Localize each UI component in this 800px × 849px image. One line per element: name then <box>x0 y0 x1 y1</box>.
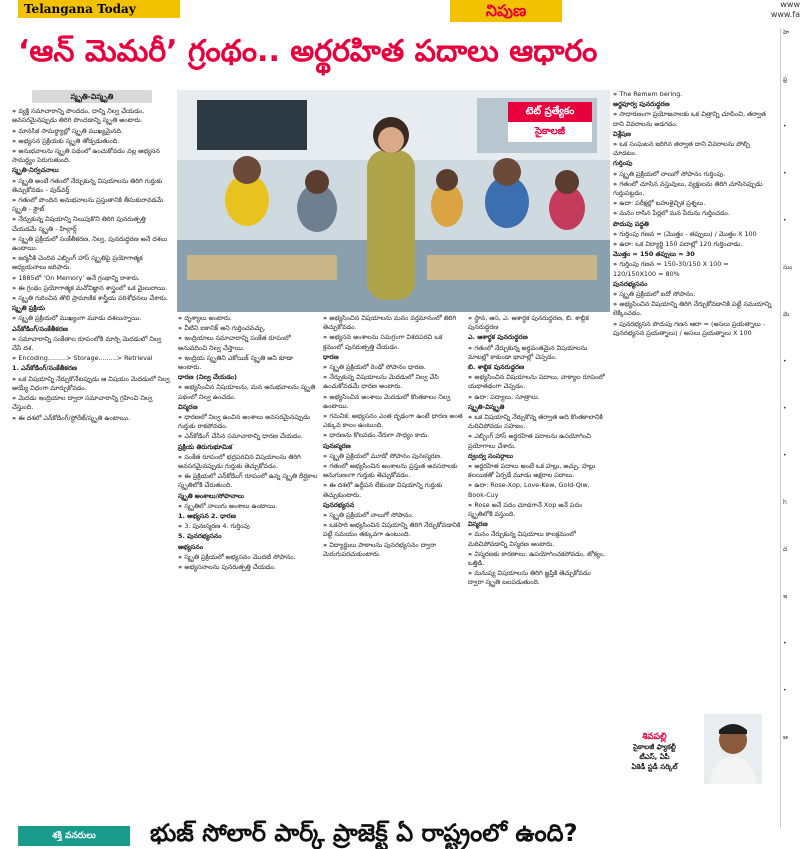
author-info <box>612 732 697 772</box>
right-paragraph: అర్థపూర్వ పునరుద్ధరణ <box>613 100 670 109</box>
middle3-paragraph: » విస్మరణకు కారణాలు: ఉపయోగించకపోవడం, జోక్యం, ఒత్తిడి. <box>468 550 608 568</box>
left-paragraph: » సమాచారాన్ని సంకేతాల రూపంలోకి మార్చి మెదడులో నిల్వ చేసే దశ. <box>12 335 172 353</box>
web-url-line1: www <box>780 0 800 9</box>
middle3-paragraph: » మనుష్య విషయాలను తిరిగి జ్ఞప్తికి తెచ్చుకోవడం ద్వారా స్మృతి బలపడుతుంది. <box>468 569 608 587</box>
right-strip-item: • <box>783 405 787 412</box>
right-paragraph: పునరభ్యసనం <box>613 279 648 288</box>
middle3-paragraph: » ఒక విషయాన్ని నేర్చుకొన్న తర్వాత అది కొంతకాలానికి మరిచిపోవడం సహజం. <box>468 413 608 431</box>
left-column <box>12 90 172 820</box>
middle3-paragraph: » స్థాన, ఆస, ఎ. ఆశార్థక పునరుద్ధరణ, బి. శాబ్దిక పునరుద్ధరణ <box>468 314 608 332</box>
middle1-paragraph: » ఇంద్రియాలు సమాచారాన్ని సంకేత రూపంలో అనువదించి నిల్వ చేస్తాయి. <box>178 334 318 352</box>
right-strip-item: • <box>783 170 787 177</box>
middle3-paragraph: » ఎబ్బింగ్ హాస్ అర్థరహిత పదాలను ఉపయోగించి ప్రయోగాలు చేశారు. <box>468 432 608 450</box>
left-paragraph: » స్మృతి ప్రక్రియలో ముఖ్యంగా మూడు దశలున్నాయి. <box>12 314 172 323</box>
middle-column-1-paragraphs <box>178 314 318 572</box>
middle2-paragraph: » అభ్యసన అంశాలను సమగ్రంగా విశదపరచి ఒక క్రమంలో పునరుత్పత్తి చేయడం. <box>323 333 463 351</box>
middle3-paragraph: ఎ. ఆశార్థక పునరుద్ధరణ <box>468 333 528 342</box>
right-paragraph: » మనం రాసిన పేర్లలో మన పేరును గుర్తించడం. <box>613 209 773 218</box>
left-paragraphs <box>12 107 172 423</box>
middle3-paragraph: » ఉదా: పద్యాలు, సూత్రాలు. <box>468 393 608 402</box>
right-paragraph: పొదుపు పద్ధతి <box>613 219 649 228</box>
left-paragraph: » మానసిక సామర్థ్యాల్లో స్మృతి ముఖ్యమైనది. <box>12 127 172 136</box>
middle1-paragraph: స్మృతి అంశాలు/సోపానాలు <box>178 491 244 500</box>
middle1-paragraph: ధారణ (నిల్వ చేయడం) <box>178 373 237 382</box>
middle3-paragraph: ద్వంద్వ సంసర్గాలు <box>468 451 514 460</box>
right-strip-item: • <box>783 123 787 130</box>
author-photo <box>704 714 762 784</box>
left-paragraph: » ఈ దశలో ఎన్‌కోడింగ్/స్టోరేజ్/స్మృతి ఉంటాయి. <box>12 414 172 423</box>
web-url <box>771 0 800 20</box>
right-page-strip <box>780 28 800 828</box>
middle2-paragraph: » నేర్చుకున్న విషయాలను మెదడులో నిల్వ చేసి ఉంచుకోవడమే ధారణ అంటారు. <box>323 373 463 391</box>
middle2-paragraph: » స్మృతి ప్రక్రియలో రెండో సోపానం ధారణ. <box>323 363 463 372</box>
right-paragraph: గుర్తింపు <box>613 159 633 168</box>
middle2-paragraph: » ఈ దశలో ఉద్దీపన లేకుండా విషయాన్ని గుర్తుకు తెచ్చుకుంటారు. <box>323 481 463 499</box>
middle3-paragraph: » అర్థరహిత పదాలు అంటే ఒక హల్లు, అచ్చు, హల్లు కలయికతో ఏర్పడే మూడు అక్షరాల పదాలు. <box>468 462 608 480</box>
left-paragraph: » అభ్యసన ప్రక్రియకు స్మృతి తోడ్పడుతుంది. <box>12 137 172 146</box>
right-strip-item: హె <box>783 29 790 36</box>
right-paragraph: » సాధారణంగా ప్రయోజనాలకు ఒక చిత్రాన్ని చూపించి, తర్వాత దాని వివరాలను అడగడం. <box>613 110 773 128</box>
left-paragraph: » అనుభవాలను స్మృతి పథంలో ఉంచుకోవడం వల్ల అభ్యసన సామర్థ్యం పెరుగుతుంది. <box>12 147 172 165</box>
middle-column-3 <box>468 314 608 826</box>
right-paragraph: » గుర్తింపు గణన = 150-30/150 X 100 = 120/150X100 = 80% <box>613 260 773 278</box>
right-strip-item: సుం <box>783 264 793 271</box>
left-paragraph: » నేర్చుకున్న విషయాన్ని నిలుపుకొని తిరిగి పునరుత్పత్తి చేయడమే స్మృతి - హిల్గార్డ్ <box>12 215 172 233</box>
special-badge <box>508 102 592 144</box>
right-paragraph: విశ్లేషణ <box>613 129 631 138</box>
middle2-paragraph: పునరభ్యసన <box>323 500 355 509</box>
author-role1: సైకాలజీ ఫ్యాకల్టీ <box>633 743 676 751</box>
middle2-paragraph: » ఒకసారి అభ్యసించిన విషయాన్ని తిరిగి నేర్చుకోవడానికి పట్టే సమయం తక్కువగా ఉంటుంది. <box>323 521 463 539</box>
right-strip-item: • <box>783 217 787 224</box>
bottom-headline: భుజ్ సోలార్ పార్క్ ప్రాజెక్ట్ ఏ రాష్ట్రంలో ఉంది? <box>150 819 578 847</box>
right-strip-item: • <box>783 452 787 459</box>
author-box <box>612 712 764 812</box>
right-paragraph: » గతంలో చూసిన వస్తువులు, వ్యక్తులను తిరిగి చూసినప్పుడు గుర్తుపట్టడం. <box>613 180 773 198</box>
middle1-paragraph: 5. పునరభ్యసనం <box>178 532 222 541</box>
middle-column-2-paragraphs <box>323 314 463 559</box>
right-column-paragraphs <box>613 90 773 338</box>
middle3-paragraph: బి. శాబ్దిక పునరుద్ధరణ <box>468 363 525 372</box>
right-strip-item: • <box>783 687 787 694</box>
right-strip-items <box>783 28 800 742</box>
middle1-paragraph: » ఎన్‌కోడింగ్ చేసిన సమాచారాన్ని ధారణ చేయడం. <box>178 432 318 441</box>
middle2-paragraph: » ధారణను కొలవడం నేరుగా సాధ్యం కాదు. <box>323 431 463 440</box>
left-paragraph: » స్మృతి అంటే గతంలో నేర్చుకున్న విషయాలను తిరిగి గుర్తుకు తెచ్చుకోవడం - వుడ్‌వర్త్ <box>12 177 172 195</box>
middle1-paragraph: » ఈ ప్రక్రియలో ఎన్‌కోడింగ్ రూపంలో ఉన్న స్మృతి దీర్ఘకాల స్మృతిలోకి చేరుతుంది. <box>178 472 318 490</box>
right-strip-item: • <box>783 640 787 647</box>
right-strip-item: ఇ <box>783 593 788 600</box>
top-bar <box>0 0 800 22</box>
left-paragraph: » 1885లో ‘On Memory’ అనే గ్రంథాన్ని రాశారు. <box>12 274 172 283</box>
badge-line2: సైకాలజీ <box>508 122 592 142</box>
left-paragraph: స్మృతి ప్రక్రియ <box>12 304 45 313</box>
middle2-paragraph: ధారణ <box>323 352 339 361</box>
middle2-paragraph: » స్మృతి ప్రక్రియలో నాలుగో సోపానం. <box>323 511 463 520</box>
badge-line1: టెట్ ప్రత్యేకం <box>508 102 592 122</box>
article-title: ‘ఆన్ మెమరీ’ గ్రంథం.. అర్థరహిత పదాలు ఆధారం <box>18 34 598 69</box>
right-paragraph: » అభ్యసించిన విషయాన్ని తిరిగి నేర్చుకోవడానికి పట్టే సమయాన్ని లెక్కించడం. <box>613 300 773 318</box>
author-role3: ఏకెడీ స్టడీ సర్కిల్ <box>631 763 678 771</box>
right-strip-item: ఫ్ర <box>783 76 788 83</box>
middle3-paragraph: » ఉదా: Rose-Xop, Love-Kew, Gold-Qiw, Book-Cuy <box>468 481 608 499</box>
middle1-paragraph: » అభ్యసించిన విషయాలను, మన అనుభవాలను స్మృతి పథంలో నిల్వ ఉంచడం. <box>178 383 318 401</box>
middle3-paragraph: స్మృతి-విస్మృతి <box>468 402 505 411</box>
middle2-paragraph: పునఃస్మరణ <box>323 441 351 450</box>
right-column <box>613 90 773 740</box>
left-paragraph: 1. ఎన్‌కోడింగ్/సంకేతీకరణ <box>12 364 78 373</box>
middle1-paragraph: » స్మృతిలో నాలుగు అంశాలు ఉంటాయి. <box>178 502 318 511</box>
middle3-paragraph: » మనం నేర్చుకున్న విషయాలు కాలక్రమంలో మరిచిపోవడాన్ని విస్మరణ అంటారు. <box>468 530 608 548</box>
left-paragraph: » Encoding.........> Storage.........> Retrieval <box>12 354 172 363</box>
middle3-paragraph: » Rose అనే పదం చూడగానే Xop అనే పదం స్మృతిలోకి వస్తుంది. <box>468 501 608 519</box>
middle-column-1 <box>178 314 318 826</box>
middle3-paragraph: » అభ్యసించిన విషయాలను పదాలు, వాక్యాల రూపంలో యథాతథంగా చెప్పడం. <box>468 373 608 391</box>
middle1-paragraph: విస్మరణ <box>178 402 198 411</box>
right-paragraph: మొత్తం = 150 తప్పులు = 30 <box>613 250 695 259</box>
author-role2: టీఎస్, ఏపీ <box>639 753 670 761</box>
section-logo: నిపుణ <box>450 0 562 22</box>
left-paragraph: » ఈ గ్రంథం ప్రయోగాత్మక మనోవిజ్ఞాన శాస్త్రంలో ఒక మైలురాయి. <box>12 284 172 293</box>
middle-column-2 <box>323 314 463 826</box>
left-paragraph: » స్మృతి గురించిన తొలి ప్రామాణిక శాస్త్రీయ పరిశోధనలు చేశారు. <box>12 294 172 303</box>
left-paragraph: » ఒక విషయాన్ని నేర్చుకొనేటప్పుడు ఆ విషయం మెదడులో నిల్వ అయ్యే విధంగా మార్చుకోవడం. <box>12 375 172 393</box>
right-strip-item: మె <box>783 311 790 318</box>
right-paragraph: » గుర్తింపు గణన = (మొత్తం - తప్పులు) / మొత్తం X 100 <box>613 230 773 239</box>
middle1-paragraph: » ధారణలో నిల్వ ఉంచిన అంశాలు అవసరమైనప్పుడు గుర్తుకు రాకపోవడం. <box>178 413 318 431</box>
web-url-line2: www.fa <box>770 10 800 19</box>
middle1-paragraph: » ఇంద్రియ స్మృతిని ఎకోయిక్ స్మృతి అని కూడా అంటారు. <box>178 354 318 372</box>
middle3-paragraph: విస్మరణ <box>468 520 488 529</box>
right-paragraph: » స్మృతి ప్రక్రియలో ఐదో సోపానం. <box>613 290 773 299</box>
middle1-paragraph: » వీటిని ఐకానిక్ అని గుర్తించవచ్చు. <box>178 324 318 333</box>
left-paragraph: » జర్మనీకి చెందిన ఎబ్బింగ్ హాస్ స్మృతిపై ప్రయోగాత్మక అధ్యయనాలు జరిపారు. <box>12 254 172 272</box>
right-strip-item: h <box>783 499 787 506</box>
right-paragraph: » పునరభ్యసన పొదుపు గణన ఆదా = (అసలు ప్రయత్నాలు - పునరభ్యసన ప్రయత్నాలు) / అసలు ప్రయత్నాలు X 100 <box>613 320 773 338</box>
middle1-paragraph: » సంకేత రూపంలో భద్రపరచిన విషయాలను తిరిగి అవసరమైనప్పుడు గుర్తుకు తెచ్చుకోవడం. <box>178 453 318 471</box>
middle1-paragraph: 1. అభ్యసన 2. ధారణ <box>178 512 236 521</box>
right-strip-item: ఆ <box>783 734 788 741</box>
middle1-paragraph: » దృశ్యాలు అంటారు. <box>178 314 318 323</box>
left-paragraph: » స్మృతి ప్రక్రియలో సంకేతీకరణ, నిల్వ, పునరుద్ధరణ అనే దశలు ఉంటాయి. <box>12 235 172 253</box>
left-paragraph: » గతంలో పొందిన అనుభవాలను ప్రస్తుతానికి తీసుకురావడమే స్మృతి - స్టౌట్ <box>12 196 172 214</box>
right-paragraph: » ఉదా: ఒక విద్యార్థి 150 పదాల్లో 120 గుర్తించాడు. <box>613 240 773 249</box>
right-paragraph: » ఒక సంఘటన జరిగిన తర్వాత దాని వివరాలను పోల్చి చూడటం. <box>613 140 773 158</box>
middle2-paragraph: » గమనిక: అభ్యసనం ఎంత దృఢంగా ఉంటే ధారణ అంత ఎక్కువ కాలం ఉంటుంది. <box>323 412 463 430</box>
middle2-paragraph: » గతంలో అభ్యసించిన అంశాలను ప్రస్తుత అవసరాలకు అనుగుణంగా గుర్తుకు తెచ్చుకోవడం. <box>323 462 463 480</box>
left-paragraph: స్మృతి-నిర్వచనాలు <box>12 166 59 175</box>
middle2-paragraph: » స్మృతి ప్రక్రియలో మూడో సోపానం పునఃస్మరణ. <box>323 452 463 461</box>
middle1-paragraph: ప్రక్రియ తిరుగుభూమిక <box>178 442 233 451</box>
middle2-paragraph: » అభ్యసించిన విషయాలను మనం వర్తమానంలో తిరిగి తెచ్చుకోవడం. <box>323 314 463 332</box>
middle1-paragraph: అభ్యసనం <box>178 542 203 551</box>
left-paragraph: » మెదడు ఇంద్రియాల ద్వారా సమాచారాన్ని గ్రహించి నిల్వ చేస్తుంది. <box>12 394 172 412</box>
right-strip-item: • <box>783 358 787 365</box>
middle2-paragraph: » అభ్యసించిన అంశాలు మెదడులో కొంతకాలం నిల్వ ఉంటాయి. <box>323 393 463 411</box>
right-paragraph: » ఉదా: పరీక్షల్లో బహుళైచ్ఛిక ప్రశ్నలు. <box>613 199 773 208</box>
bottom-section-tag: శక్తి వనరులు <box>18 826 130 846</box>
middle1-paragraph: » 3. పునఃస్మరణ 4. గుర్తింపు <box>178 522 318 531</box>
left-box-title: స్మృతి-విస్మృతి <box>32 90 152 103</box>
right-paragraph: » స్మృతి ప్రక్రియలో నాలుగో సోపానం గుర్తింపు. <box>613 170 773 179</box>
left-paragraph: ఎన్‌కోడింగ్/సంకేతీకరణ <box>12 324 68 333</box>
right-paragraph: » The Remem bering. <box>613 90 773 99</box>
middle-column-3-paragraphs <box>468 314 608 588</box>
masthead-logo: Telangana Today <box>18 0 180 18</box>
middle1-paragraph: » స్మృతి ప్రక్రియలో అభ్యసనం మొదటి సోపానం. <box>178 553 318 562</box>
middle2-paragraph: » విద్యార్థులు పాఠాలను పునరభ్యసనం ద్వారా మెరుగుపరచుకుంటారు. <box>323 541 463 559</box>
middle1-paragraph: » అభ్యసనాలను పునరుత్పత్తి చేయడం. <box>178 563 318 572</box>
right-strip-item: ద <box>783 546 788 553</box>
left-paragraph: » వ్యక్తి సమాచారాన్ని పొందడం, దాన్ని నిల్వ చేయడం, అవసరమైనప్పుడు తిరిగి పొందడాన్ని స్మృతి అంటారు. <box>12 107 172 125</box>
author-name: శివపల్లి <box>642 732 667 742</box>
middle3-paragraph: » గతంలో నేర్చుకున్న అర్థవంతమైన విషయాలను మాటల్లో కాకుండా భావాల్లో చెప్పడం. <box>468 344 608 362</box>
